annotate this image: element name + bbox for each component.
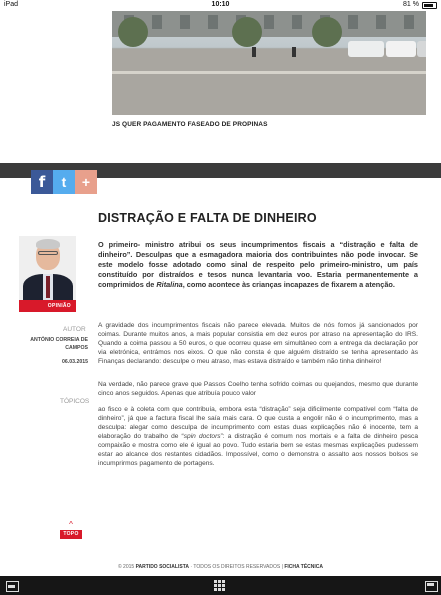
author-label: AUTOR xyxy=(63,326,86,333)
grid-icon[interactable] xyxy=(214,580,226,591)
clock: 10:10 xyxy=(211,1,230,8)
back-to-top-button[interactable] xyxy=(60,521,82,539)
reader-toolbar xyxy=(0,576,441,595)
article-title: DISTRAÇÃO E FALTA DE DINHEIRO xyxy=(98,211,317,225)
twitter-share-button[interactable]: t xyxy=(53,170,75,194)
footer-brand: PARTIDO SOCIALISTA xyxy=(135,564,189,570)
ficha-tecnica-link[interactable]: FICHA TÉCNICA xyxy=(284,564,324,570)
status-bar xyxy=(0,0,441,11)
photo-tree xyxy=(232,17,262,47)
topics-label: TÓPICOS xyxy=(60,398,90,405)
forward-icon[interactable] xyxy=(425,580,437,591)
body-paragraph: ao fisco e à coleta com que contribuía, embora esta “distração” seja dificilmente compatível com “falta de dinheiro”, já que a factura fiscal lhe saía mais cara. O que custa a engolir não é o incumprimento, mas a desculpa: alegar como desculpa de incumprimento com estas duas explicações não é inocente, tem a elaboração do trabalho de “spin doctors”: a distração é comum nos mortais e a falta de dinheiro pesca compaixão e mostra como ele é igual ao povo. Tudo estaria bem se estas mesmas explicações pudessem estar ao alcance dos restantes cidadãos. Impossível, como o demonstra o assalto aos nossos bolsos se incumprirmos pagamento de portagens. xyxy=(98,406,418,467)
battery-icon xyxy=(422,2,437,9)
author-avatar xyxy=(19,236,76,300)
lead-italic: Ritalina xyxy=(156,280,183,289)
article-lead: O primeiro- ministro atribui os seus incumprimentos fiscais a “distração e falta de dinheiro”. Desculpas que a esmagadora maioria dos contribuintes não pode invocar. Se este modelo fosse adotado como sinal de respeito pelo primeiro-ministro, um país constituído por distraídos e tesos nunca levantaria voo. Estaria permanentemente a comprimidos de Ritalina, como acontece às crianças incapazes de fixarem a atenção. xyxy=(98,240,418,289)
photo-road xyxy=(112,49,426,115)
footer: © 2015 PARTIDO SOCIALISTA · TODOS OS DIREITOS RESERVADOS | FICHA TÉCNICA xyxy=(117,564,324,570)
photo-person xyxy=(252,47,256,57)
opinion-badge: OPINIÃO xyxy=(19,300,76,312)
photo-car xyxy=(417,41,426,57)
body-paragraph: A gravidade dos incumprimentos fiscais não parece elevada. Muitos de nós fomos já sancionados por coimas. Durante muitos anos, a mais popular consistia em dez euros por atraso na apresentação do IRS. Quando a coima passou a 50 euros, o que ocorreu quase em simultâneo com a entrega da declaração por via eletrónica, entrámos nos eixos. O que não consta é que alguém distraído se tenha apresentado às Finanças declarando: desculpe o meu atraso, mas estava distraído e também não tinha dinheiro! xyxy=(98,322,418,365)
author-name-link[interactable]: ANTÓNIO CORREIA DE CAMPOS xyxy=(30,337,88,351)
photo-tree xyxy=(312,17,342,47)
chevron-up-icon: ^ xyxy=(69,520,73,529)
photo-building xyxy=(112,11,426,37)
photo-tree xyxy=(118,17,148,47)
device-label: iPad xyxy=(4,1,19,8)
battery-percent: 81 % xyxy=(403,1,419,8)
photo-person xyxy=(292,47,296,57)
hero-photo[interactable] xyxy=(112,11,426,115)
back-to-top-label: TOPO xyxy=(60,530,82,539)
photo-curb xyxy=(112,71,426,74)
hero-caption-link[interactable]: JS QUER PAGAMENTO FASEADO DE PROPINAS xyxy=(112,121,268,128)
publish-date: 06.03.2015 xyxy=(62,359,88,365)
photo-car xyxy=(348,41,384,57)
body-paragraph: Na verdade, não parece grave que Passos Coelho tenha sofrido coimas ou quejandos, mesmo que durante cinco anos seguidos. Apenas que atribuía pouco valor xyxy=(98,381,418,397)
facebook-share-button[interactable]: f xyxy=(31,170,53,194)
share-bar xyxy=(31,170,97,194)
more-share-button[interactable]: + xyxy=(75,170,97,194)
photo-car xyxy=(386,41,416,57)
back-icon[interactable] xyxy=(6,580,18,591)
